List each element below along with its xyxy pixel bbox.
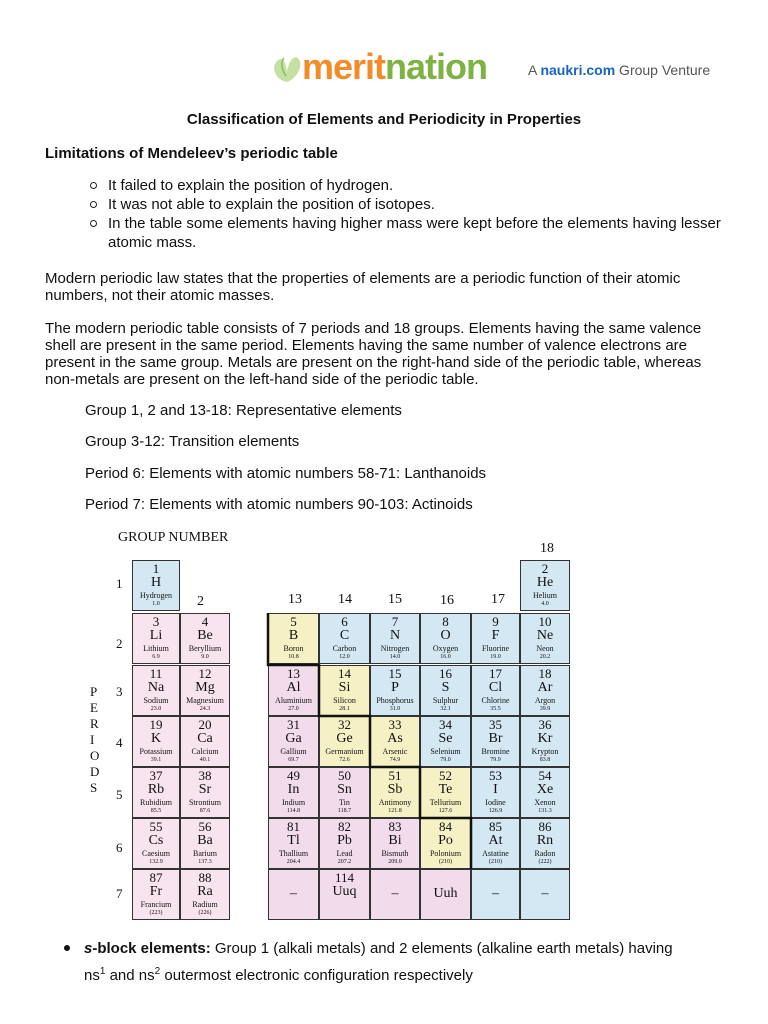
element-symbol: Be bbox=[197, 628, 213, 643]
element-symbol: Ar bbox=[537, 680, 553, 695]
atomic-mass: 6.9 bbox=[152, 654, 160, 660]
atomic-number: 37 bbox=[149, 768, 163, 783]
element-symbol: As bbox=[387, 731, 403, 746]
list-item: It failed to explain the position of hydrogen. bbox=[90, 176, 730, 195]
atomic-number: 85 bbox=[489, 819, 502, 834]
element-name: Iodine bbox=[485, 798, 506, 807]
element-name: Antimony bbox=[378, 798, 412, 807]
element-symbol: Bi bbox=[388, 833, 402, 848]
atomic-mass: 39.9 bbox=[539, 706, 551, 712]
atomic-mass: (210) bbox=[489, 859, 502, 865]
element-symbol: In bbox=[287, 782, 300, 797]
atomic-number: 33 bbox=[388, 717, 402, 732]
element-name: Fluorine bbox=[481, 644, 510, 653]
atomic-mass: 23.0 bbox=[150, 706, 162, 712]
atomic-number: 11 bbox=[149, 666, 163, 681]
group-label: 17 bbox=[491, 592, 505, 607]
atomic-mass: 204.4 bbox=[286, 859, 301, 865]
atomic-mass: (223) bbox=[149, 910, 163, 916]
period-number: 2 bbox=[116, 636, 123, 651]
atomic-mass: (226) bbox=[198, 910, 212, 916]
element-symbol: Kr bbox=[537, 731, 553, 746]
element-symbol: Te bbox=[438, 782, 453, 797]
element-symbol: Ra bbox=[197, 884, 213, 899]
element-name: Arsenic bbox=[382, 747, 408, 756]
element-name: Phosphorus bbox=[376, 696, 414, 705]
element-symbol: Rn bbox=[536, 833, 554, 848]
element-symbol: Uuq bbox=[332, 884, 357, 899]
atomic-mass: 131.3 bbox=[538, 808, 552, 814]
group-label: 15 bbox=[388, 592, 402, 607]
atomic-mass: 35.5 bbox=[490, 706, 501, 712]
atomic-number: 50 bbox=[338, 768, 351, 783]
element-name: Astatine bbox=[482, 849, 509, 858]
element-symbol: F bbox=[491, 628, 500, 643]
period-number: 3 bbox=[116, 684, 123, 699]
atomic-mass: 39.1 bbox=[150, 757, 162, 763]
element-symbol: Sb bbox=[387, 782, 403, 797]
atomic-number: 13 bbox=[287, 666, 300, 681]
atomic-number: 10 bbox=[538, 614, 552, 629]
element-name: Caesium bbox=[142, 849, 170, 858]
element-symbol: Rb bbox=[147, 782, 165, 797]
group-info-line: Group 1, 2 and 13-18: Representative elements bbox=[85, 402, 402, 419]
periods-label-letter: S bbox=[90, 780, 98, 795]
element-symbol: Li bbox=[149, 628, 163, 643]
atomic-mass: 72.6 bbox=[339, 757, 350, 763]
element-name: Indium bbox=[281, 798, 306, 807]
element-name: Bismuth bbox=[381, 849, 409, 858]
atomic-mass: 31.0 bbox=[389, 706, 401, 712]
period-number: 1 bbox=[116, 576, 123, 591]
atomic-mass: 87.6 bbox=[199, 808, 211, 814]
element-name: Radium bbox=[192, 900, 218, 909]
atomic-mass: 207.2 bbox=[337, 859, 352, 865]
atomic-number: 3 bbox=[152, 614, 160, 629]
element-symbol: Ne bbox=[536, 628, 554, 643]
element-name: Xenon bbox=[534, 798, 556, 807]
atomic-number: 52 bbox=[439, 768, 452, 783]
element-name: Strontium bbox=[188, 798, 221, 807]
atomic-mass: 9.0 bbox=[201, 654, 209, 660]
element-name: Polonium bbox=[429, 849, 462, 858]
atomic-mass: 79.9 bbox=[490, 757, 501, 763]
atomic-mass: 126.9 bbox=[488, 808, 503, 814]
element-symbol: N bbox=[389, 628, 401, 643]
atomic-mass: 83.8 bbox=[539, 757, 551, 763]
element-name: Beryllium bbox=[188, 644, 222, 653]
element-symbol: Sr bbox=[198, 782, 212, 797]
element-name: Gallium bbox=[280, 747, 307, 756]
atomic-mass: (222) bbox=[538, 859, 552, 865]
page-title: Classification of Elements and Periodicity in Properties bbox=[186, 111, 582, 128]
element-symbol: Tl bbox=[287, 833, 300, 848]
atomic-number: 1 bbox=[152, 561, 160, 576]
atomic-number: 14 bbox=[338, 666, 351, 681]
atomic-number: 5 bbox=[290, 614, 297, 629]
atomic-mass: 69.7 bbox=[288, 757, 299, 763]
element-symbol: Na bbox=[147, 680, 165, 695]
element-symbol: Cl bbox=[488, 680, 503, 695]
element-name: Hydrogen bbox=[140, 591, 172, 600]
element-name: Thallium bbox=[278, 849, 309, 858]
s-block-description: s-block elements: Group 1 (alkali metals) and 2 elements (alkaline earth metals) having $ns^1$ and $ns^2$ outermost electronic configuration respectively bbox=[64, 937, 754, 987]
atomic-number: 6 bbox=[341, 614, 348, 629]
atomic-mass: 79.0 bbox=[440, 757, 451, 763]
list-item: In the table some elements having higher mass were kept before the elements having lesser atomic mass. bbox=[90, 214, 730, 252]
atomic-mass: 114.8 bbox=[286, 808, 301, 814]
period-number: 4 bbox=[116, 735, 123, 750]
group-label: 13 bbox=[288, 592, 302, 607]
element-name: Barium bbox=[193, 849, 217, 858]
bullet-icon bbox=[64, 945, 70, 951]
element-name: Aluminium bbox=[275, 696, 312, 705]
element-name: Sulphur bbox=[432, 696, 459, 705]
period-number: 7 bbox=[116, 886, 123, 901]
element-name: Calcium bbox=[191, 747, 219, 756]
section-heading: Limitations of Mendeleev’s periodic table bbox=[45, 145, 338, 162]
atomic-number: 114 bbox=[334, 870, 355, 885]
element-name: Oxygen bbox=[432, 644, 459, 653]
atomic-number: 9 bbox=[492, 614, 499, 629]
atomic-number: 31 bbox=[287, 717, 300, 732]
element-name: Potassium bbox=[139, 747, 173, 756]
element-symbol: Po bbox=[438, 833, 453, 848]
atomic-mass: 14.0 bbox=[389, 654, 401, 660]
group-label: 16 bbox=[440, 593, 454, 608]
list-item: It was not able to explain the position of isotopes. bbox=[90, 195, 730, 214]
atomic-mass: 27.0 bbox=[288, 706, 299, 712]
element-symbol: B bbox=[288, 628, 299, 643]
atomic-number: 83 bbox=[388, 819, 402, 834]
element-name: Lead bbox=[336, 849, 353, 858]
atomic-mass: 16.0 bbox=[440, 654, 451, 660]
atomic-number: 86 bbox=[538, 819, 552, 834]
atomic-mass: 10.8 bbox=[288, 654, 299, 660]
element-symbol: At bbox=[488, 833, 503, 848]
paragraph-periodic-law: Modern periodic law states that the properties of elements are a periodic function of their atomic numbers, not their atomic masses. bbox=[45, 270, 681, 304]
atomic-number: 82 bbox=[338, 819, 351, 834]
element-name: Nitrogen bbox=[380, 644, 410, 653]
atomic-number: 56 bbox=[198, 819, 212, 834]
element-symbol: – bbox=[391, 886, 399, 901]
element-name: Argon bbox=[534, 696, 556, 705]
atomic-number: 19 bbox=[149, 717, 163, 732]
element-name: Tin bbox=[339, 798, 350, 807]
atomic-number: 17 bbox=[489, 666, 502, 681]
atomic-number: 20 bbox=[198, 717, 212, 732]
atomic-number: 34 bbox=[439, 717, 452, 732]
atomic-mass: 127.6 bbox=[438, 808, 453, 814]
atomic-mass: 209.0 bbox=[388, 859, 402, 865]
atomic-number: 12 bbox=[198, 666, 212, 681]
group-info-line: Period 7: Elements with atomic numbers 90-103: Actinoids bbox=[85, 496, 473, 513]
element-symbol: Uuh bbox=[433, 886, 458, 901]
atomic-number: 8 bbox=[442, 614, 449, 629]
element-symbol: Ca bbox=[197, 731, 213, 746]
atomic-mass: 40.1 bbox=[199, 757, 211, 763]
atomic-mass: 24.3 bbox=[199, 706, 211, 712]
element-symbol: H bbox=[150, 575, 162, 590]
periods-label-letter: I bbox=[90, 732, 95, 747]
atomic-mass: 118.7 bbox=[337, 808, 352, 814]
element-symbol: Ba bbox=[197, 833, 213, 848]
element-symbol: Cs bbox=[148, 833, 164, 848]
group-number-label: GROUP NUMBER bbox=[118, 530, 229, 545]
element-name: Lithium bbox=[143, 644, 169, 653]
atomic-mass: 19.0 bbox=[490, 654, 501, 660]
atomic-mass: 28.1 bbox=[339, 706, 350, 712]
group-label: 2 bbox=[197, 594, 204, 609]
group-info-line: Group 3-12: Transition elements bbox=[85, 433, 300, 450]
periods-label-letter: R bbox=[90, 716, 99, 731]
atomic-mass: 121.8 bbox=[388, 808, 402, 814]
element-symbol: Al bbox=[286, 680, 301, 695]
element-symbol: – bbox=[492, 886, 499, 901]
element-name: Tellurium bbox=[429, 798, 462, 807]
element-symbol: Si bbox=[338, 680, 351, 695]
atomic-number: 88 bbox=[198, 870, 212, 885]
element-name: Radon bbox=[534, 849, 556, 858]
element-name: Helium bbox=[533, 591, 557, 600]
periods-label-letter: D bbox=[90, 764, 100, 779]
element-name: Sodium bbox=[143, 696, 169, 705]
element-symbol: Mg bbox=[195, 680, 215, 695]
element-symbol: P bbox=[391, 680, 399, 695]
atomic-mass: 32.1 bbox=[440, 706, 451, 712]
element-symbol: K bbox=[150, 731, 162, 746]
element-symbol: He bbox=[536, 575, 554, 590]
element-name: Francium bbox=[140, 900, 172, 909]
element-name: Bromine bbox=[481, 747, 510, 756]
element-symbol: Xe bbox=[536, 782, 554, 797]
element-symbol: O bbox=[440, 628, 451, 643]
paragraph-modern-table: The modern periodic table consists of 7 periods and 18 groups. Elements having the same valence shell are present in the same period. Elements having the same number of valence electrons are present in the same group. Metals are present on the right-hand side of the periodic table, whereas non-metals are present on the left-hand side of the periodic table. bbox=[45, 320, 702, 388]
atomic-mass: 4.0 bbox=[541, 601, 549, 607]
atomic-number: 54 bbox=[538, 768, 552, 783]
atomic-mass: 20.2 bbox=[539, 654, 551, 660]
element-name: Boron bbox=[283, 644, 304, 653]
atomic-number: 84 bbox=[439, 819, 452, 834]
atomic-number: 55 bbox=[149, 819, 163, 834]
element-name: Magnesium bbox=[186, 696, 224, 705]
atomic-number: 7 bbox=[391, 614, 399, 629]
atomic-number: 53 bbox=[489, 768, 502, 783]
logo-tagline: A naukri.com Group Venture bbox=[528, 62, 711, 78]
element-name: Germanium bbox=[325, 747, 364, 756]
element-symbol: Sn bbox=[337, 782, 352, 797]
atomic-mass: 85.5 bbox=[150, 808, 162, 814]
atomic-number: 4 bbox=[201, 614, 209, 629]
period-number: 6 bbox=[116, 840, 123, 855]
element-name: Rubidium bbox=[139, 798, 172, 807]
group-label: 18 bbox=[540, 541, 554, 556]
element-name: Selenium bbox=[430, 747, 461, 756]
element-symbol: I bbox=[493, 782, 498, 797]
atomic-number: 35 bbox=[489, 717, 502, 732]
element-symbol: – bbox=[290, 886, 297, 901]
element-symbol: Ga bbox=[285, 731, 302, 746]
periods-label-letter: P bbox=[90, 684, 98, 699]
atomic-mass: 132.9 bbox=[149, 859, 163, 865]
logo-wordmark: meritnation bbox=[302, 46, 488, 87]
element-name: Neon bbox=[536, 644, 554, 653]
atomic-number: 16 bbox=[439, 666, 452, 681]
atomic-number: 32 bbox=[338, 717, 351, 732]
element-name: Chlorine bbox=[481, 696, 510, 705]
atomic-number: 81 bbox=[287, 819, 300, 834]
element-name: Silicon bbox=[333, 696, 356, 705]
atomic-number: 87 bbox=[149, 870, 163, 885]
element-symbol: Br bbox=[488, 731, 503, 746]
element-symbol: Ge bbox=[336, 731, 353, 746]
atomic-number: 51 bbox=[388, 768, 402, 783]
group-info-line: Period 6: Elements with atomic numbers 58-71: Lanthanoids bbox=[85, 465, 487, 482]
atomic-mass: 1.0 bbox=[152, 601, 160, 607]
element-symbol: S bbox=[441, 680, 450, 695]
element-name: Carbon bbox=[332, 644, 357, 653]
atomic-number: 15 bbox=[388, 666, 402, 681]
element-symbol: Se bbox=[438, 731, 453, 746]
atomic-number: 36 bbox=[538, 717, 552, 732]
atomic-mass: 137.3 bbox=[198, 859, 212, 865]
periods-label-letter: O bbox=[90, 748, 100, 763]
group-label: 14 bbox=[338, 592, 352, 607]
element-symbol: Fr bbox=[149, 884, 163, 899]
element-symbol: – bbox=[541, 886, 549, 901]
atomic-number: 49 bbox=[287, 768, 300, 783]
element-name: Krypton bbox=[531, 747, 559, 756]
atomic-number: 38 bbox=[198, 768, 212, 783]
atomic-mass: (210) bbox=[439, 859, 452, 865]
periods-label-letter: E bbox=[90, 700, 98, 715]
atomic-mass: 12.0 bbox=[339, 654, 350, 660]
atomic-number: 18 bbox=[538, 666, 552, 681]
element-symbol: Pb bbox=[337, 833, 352, 848]
atomic-mass: 74.9 bbox=[389, 757, 401, 763]
atomic-number: 2 bbox=[541, 561, 549, 576]
element-symbol: C bbox=[339, 628, 350, 643]
period-number: 5 bbox=[116, 787, 123, 802]
